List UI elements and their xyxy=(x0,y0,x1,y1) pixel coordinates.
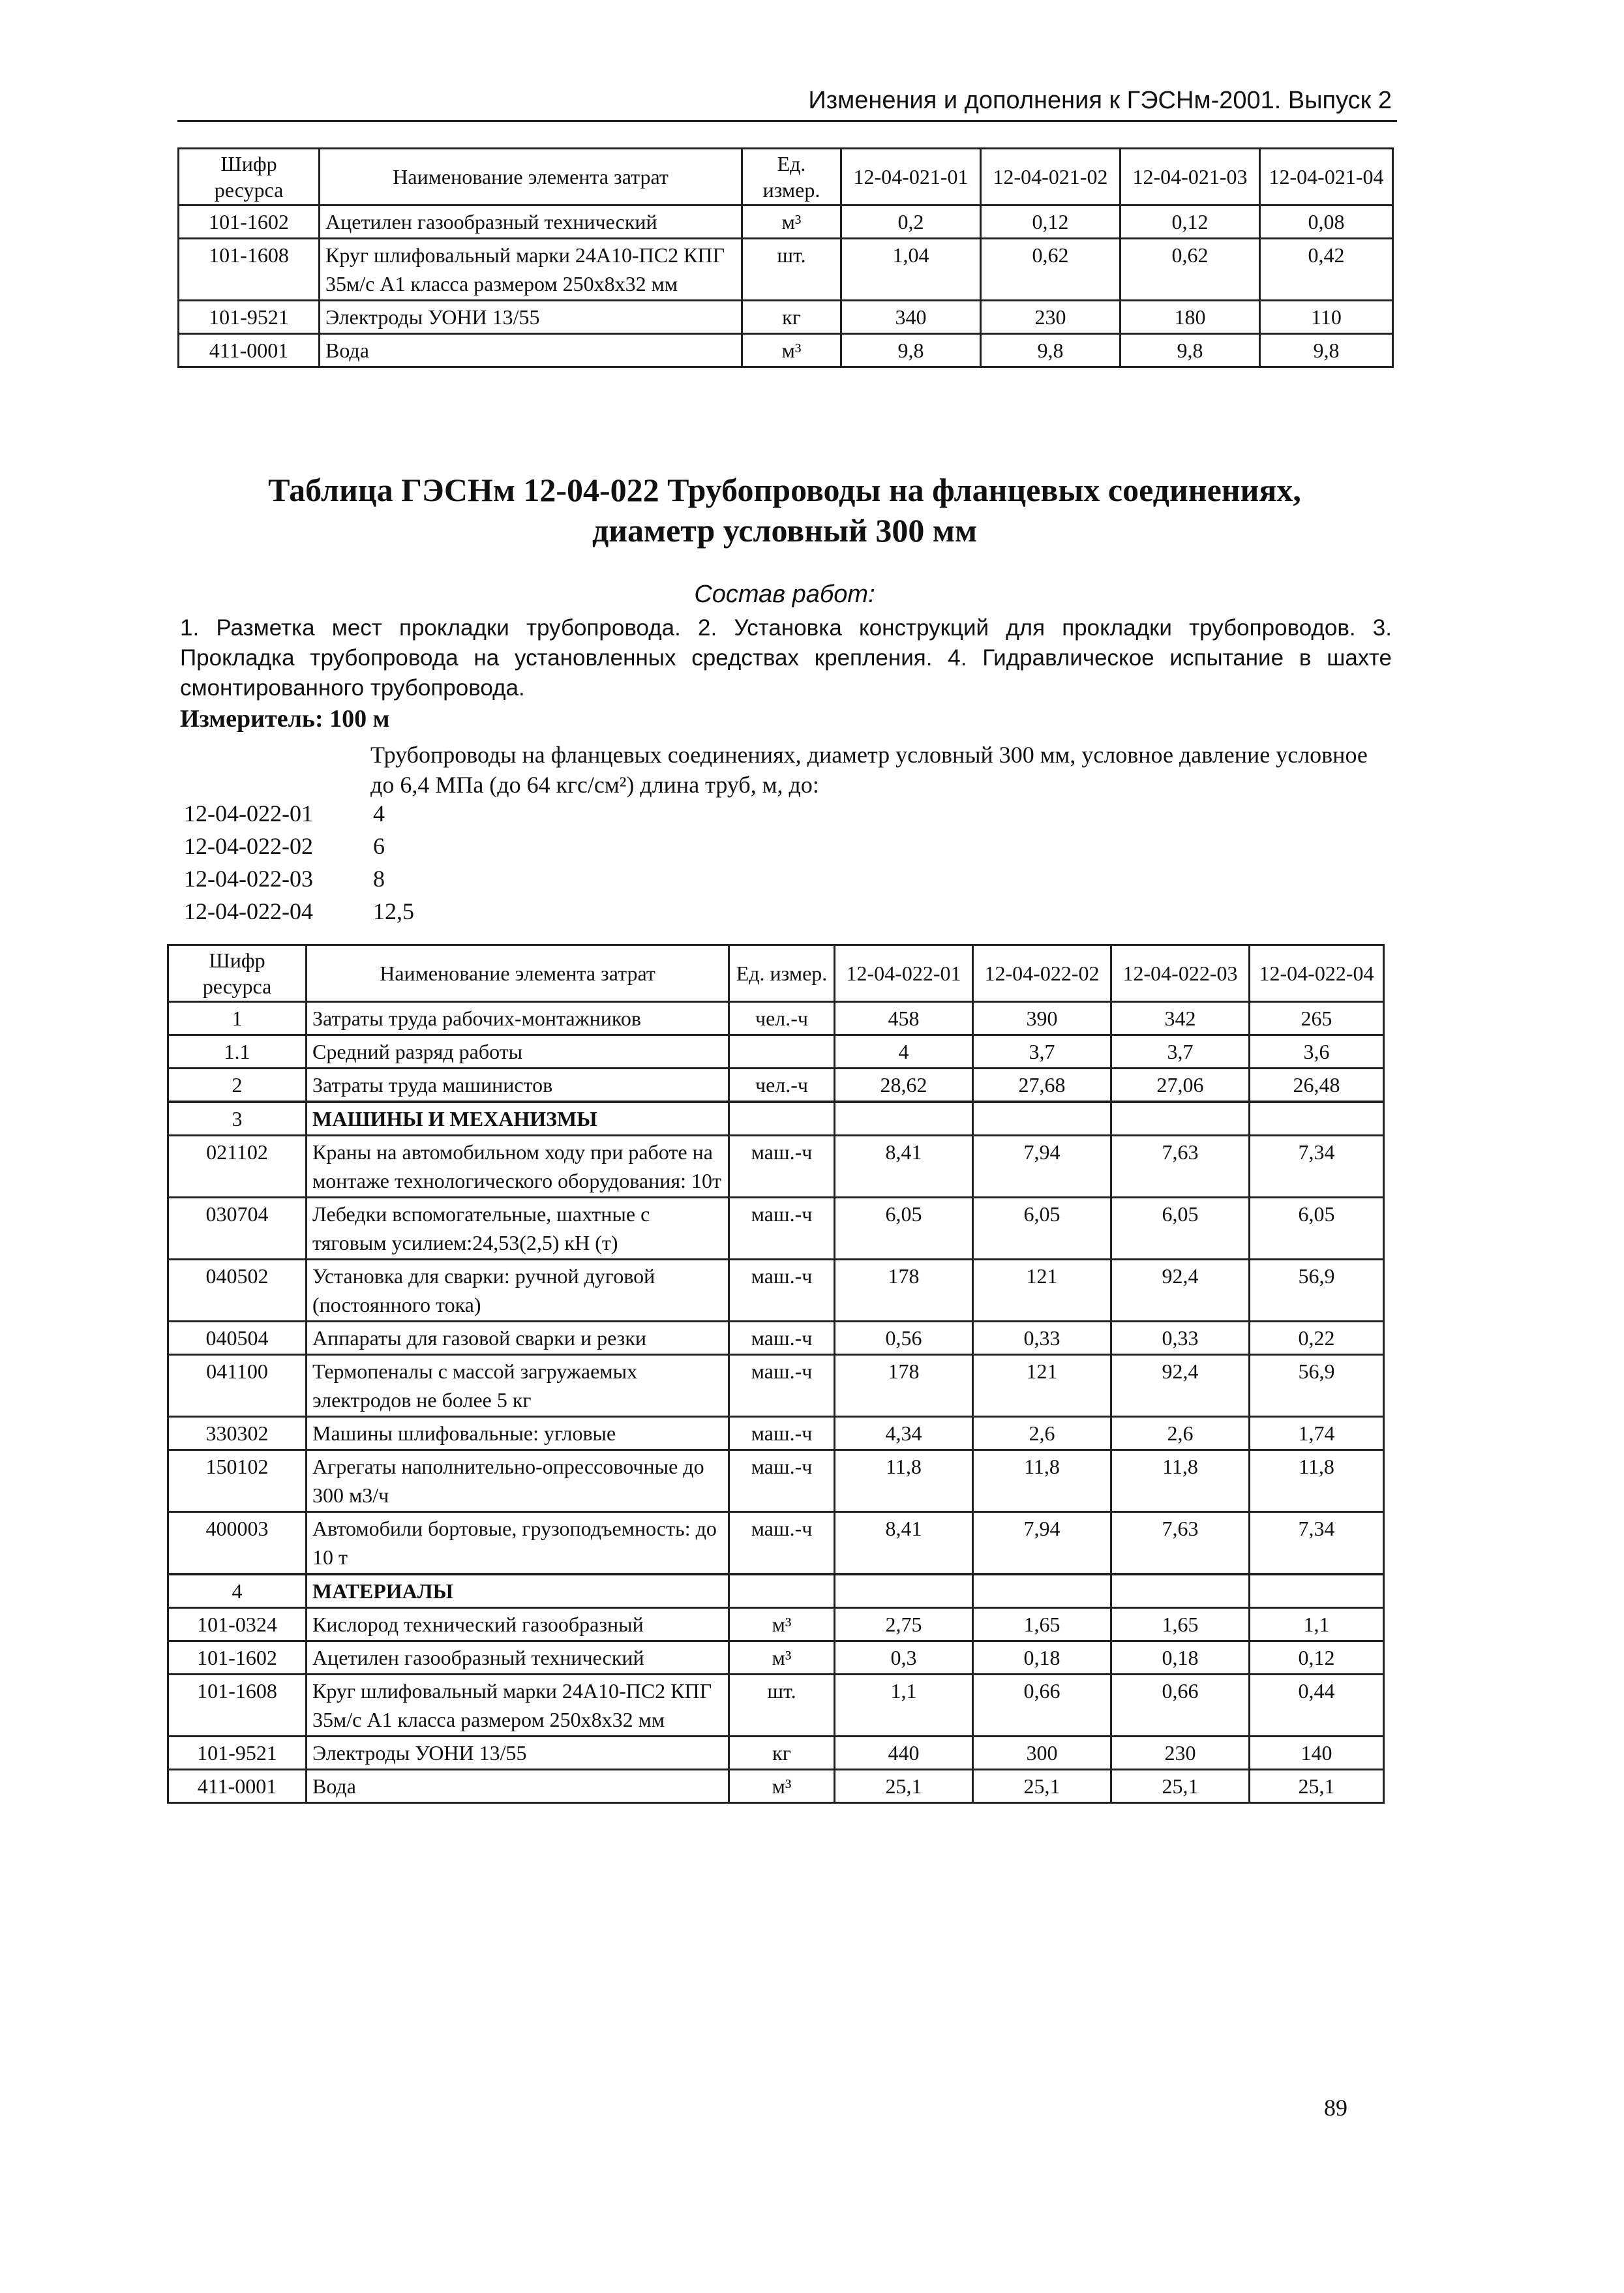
cell-v4: 56,9 xyxy=(1250,1260,1384,1322)
table-row xyxy=(179,301,1393,334)
cell-v1: 178 xyxy=(835,1260,973,1322)
page-number: 89 xyxy=(1324,2095,1347,2121)
cell-code: 101-9521 xyxy=(168,1737,307,1770)
cell-code: 101-1608 xyxy=(168,1675,307,1737)
cell-v2 xyxy=(973,1102,1111,1136)
cell-v4: 6,05 xyxy=(1250,1198,1384,1260)
cell-v3: 11,8 xyxy=(1111,1450,1250,1512)
table-row xyxy=(168,1260,1384,1322)
cell-code: 040502 xyxy=(168,1260,307,1322)
work-composition-text: 1. Разметка мест прокладки трубопровода. 2. Установка конструкций для прокладки трубопроводов. 3. Прокладка трубопровода на установленных средствах крепления. 4. Гидравлическое испытание в шахте смонтированного трубопровода. xyxy=(180,615,1392,701)
cell-v3: 92,4 xyxy=(1111,1355,1250,1417)
cell-unit: кг xyxy=(742,301,841,334)
cell-v4: 7,34 xyxy=(1250,1136,1384,1198)
cell-v4: 1,74 xyxy=(1250,1417,1384,1450)
cell-v3 xyxy=(1111,1102,1250,1136)
variant-value: 6 xyxy=(373,833,385,859)
cell-code: 330302 xyxy=(168,1417,307,1450)
cell-name: Электроды УОНИ 13/55 xyxy=(320,301,742,334)
table-row xyxy=(168,1574,1384,1608)
cell-name: Краны на автомобильном ходу при работе на монтаже технологического оборудования: 10т xyxy=(307,1136,729,1198)
cell-v1: 1,1 xyxy=(835,1675,973,1737)
cell-v3: 27,06 xyxy=(1111,1069,1250,1102)
table-row xyxy=(179,205,1393,239)
running-header-text: Изменения и дополнения к ГЭСНм-2001. Выпуск 2 xyxy=(808,87,1392,114)
cell-v1: 8,41 xyxy=(835,1512,973,1575)
resource-table xyxy=(167,944,1385,1804)
cell-name: Электроды УОНИ 13/55 xyxy=(307,1737,729,1770)
cell-v3: 3,7 xyxy=(1111,1035,1250,1069)
cell-v3: 7,63 xyxy=(1111,1136,1250,1198)
cell-v3: 0,62 xyxy=(1120,239,1260,301)
cell-v1: 9,8 xyxy=(841,334,981,367)
table-row xyxy=(179,239,1393,301)
cell-name: Ацетилен газообразный технический xyxy=(307,1641,729,1675)
cell-name: Кислород технический газообразный xyxy=(307,1608,729,1641)
cell-v3: 0,33 xyxy=(1111,1322,1250,1355)
cell-v2: 27,68 xyxy=(973,1069,1111,1102)
table-header-row xyxy=(179,149,1393,205)
cell-name: Вода xyxy=(320,334,742,367)
table-row xyxy=(168,1675,1384,1737)
cell-code: 030704 xyxy=(168,1198,307,1260)
table-row xyxy=(168,1069,1384,1102)
cell-v2: 25,1 xyxy=(973,1770,1111,1803)
col-header-v1: 12-04-021-01 xyxy=(841,149,981,205)
cell-v2: 121 xyxy=(973,1355,1111,1417)
cell-code: 101-1608 xyxy=(179,239,320,301)
cell-unit: м³ xyxy=(729,1770,835,1803)
cell-v2: 390 xyxy=(973,1002,1111,1035)
cell-v2: 2,6 xyxy=(973,1417,1111,1450)
col-header-v2: 12-04-021-02 xyxy=(981,149,1120,205)
cell-code: 400003 xyxy=(168,1512,307,1575)
table-row xyxy=(168,1322,1384,1355)
cell-v3: 342 xyxy=(1111,1002,1250,1035)
cell-v1: 0,2 xyxy=(841,205,981,239)
cell-code: 021102 xyxy=(168,1136,307,1198)
cell-v4: 3,6 xyxy=(1250,1035,1384,1069)
cell-unit xyxy=(729,1035,835,1069)
cell-unit: шт. xyxy=(729,1675,835,1737)
cell-v4: 0,22 xyxy=(1250,1322,1384,1355)
cell-v1: 0,3 xyxy=(835,1641,973,1675)
cell-v4: 26,48 xyxy=(1250,1069,1384,1102)
cell-v3: 92,4 xyxy=(1111,1260,1250,1322)
variant-code: 12-04-022-01 xyxy=(184,800,313,827)
cell-v4: 9,8 xyxy=(1260,334,1393,367)
table-row xyxy=(168,1512,1384,1575)
cell-unit: чел.-ч xyxy=(729,1069,835,1102)
table-row xyxy=(168,1102,1384,1136)
cell-v1: 4,34 xyxy=(835,1417,973,1450)
norm-description: Трубопроводы на фланцевых соединениях, диаметр условный 300 мм, условное давление условное до 6,4 МПа (до 64 кгс/см²) длина труб, м, до: xyxy=(370,742,1368,798)
cell-code: 041100 xyxy=(168,1355,307,1417)
cell-name: Вода xyxy=(307,1770,729,1803)
cell-v1: 458 xyxy=(835,1002,973,1035)
cell-code: 040504 xyxy=(168,1322,307,1355)
cell-v4 xyxy=(1250,1102,1384,1136)
cell-v4: 140 xyxy=(1250,1737,1384,1770)
table-previous-continuation xyxy=(177,147,1394,368)
cell-unit: кг xyxy=(729,1737,835,1770)
table-row xyxy=(168,1641,1384,1675)
cell-v1: 28,62 xyxy=(835,1069,973,1102)
cell-v3: 9,8 xyxy=(1120,334,1260,367)
cell-code: 150102 xyxy=(168,1450,307,1512)
cell-v1: 25,1 xyxy=(835,1770,973,1803)
measurement-unit: Измеритель: 100 м xyxy=(180,705,390,733)
norm-variants-list xyxy=(184,797,414,928)
cell-v3: 0,12 xyxy=(1120,205,1260,239)
col-header-v1: 12-04-022-01 xyxy=(835,945,973,1002)
cell-name: Автомобили бортовые, грузоподъемность: до 10 т xyxy=(307,1512,729,1575)
cell-v2: 0,66 xyxy=(973,1675,1111,1737)
cell-v1 xyxy=(835,1574,973,1608)
cell-name: Установка для сварки: ручной дуговой (постоянного тока) xyxy=(307,1260,729,1322)
cell-v2: 0,18 xyxy=(973,1641,1111,1675)
cell-name: Термопеналы с массой загружаемых электродов не более 5 кг xyxy=(307,1355,729,1417)
variant-value: 8 xyxy=(373,866,385,892)
cell-unit: чел.-ч xyxy=(729,1002,835,1035)
cell-v4: 265 xyxy=(1250,1002,1384,1035)
cell-v1: 2,75 xyxy=(835,1608,973,1641)
cell-v2: 1,65 xyxy=(973,1608,1111,1641)
col-header-unit: Ед. измер. xyxy=(742,149,841,205)
cell-v2: 230 xyxy=(981,301,1120,334)
cell-code: 1.1 xyxy=(168,1035,307,1069)
cell-v2: 7,94 xyxy=(973,1512,1111,1575)
table-row xyxy=(168,1737,1384,1770)
title-line-1: Таблица ГЭСНм 12-04-022 Трубопроводы на фланцевых соединениях, xyxy=(268,472,1301,508)
cell-name: Ацетилен газообразный технический xyxy=(320,205,742,239)
work-composition-heading: Состав работ: xyxy=(694,581,875,608)
variant-value: 4 xyxy=(373,800,385,827)
cell-code: 4 xyxy=(168,1574,307,1608)
cell-v2: 0,33 xyxy=(973,1322,1111,1355)
cell-v3: 0,66 xyxy=(1111,1675,1250,1737)
cell-v2: 121 xyxy=(973,1260,1111,1322)
cell-name: Затраты труда рабочих-монтажников xyxy=(307,1002,729,1035)
cell-unit: м³ xyxy=(729,1641,835,1675)
cell-v2 xyxy=(973,1574,1111,1608)
table-row xyxy=(168,1002,1384,1035)
cell-v4: 56,9 xyxy=(1250,1355,1384,1417)
col-header-code: Шифр ресурса xyxy=(168,945,307,1002)
cell-v1: 4 xyxy=(835,1035,973,1069)
cell-v1: 440 xyxy=(835,1737,973,1770)
cell-v1: 8,41 xyxy=(835,1136,973,1198)
cell-v4: 0,42 xyxy=(1260,239,1393,301)
cell-unit: маш.-ч xyxy=(729,1136,835,1198)
cell-v1: 0,56 xyxy=(835,1322,973,1355)
cell-name: Лебедки вспомогательные, шахтные с тяговым усилием:24,53(2,5) кН (т) xyxy=(307,1198,729,1260)
cell-v4: 110 xyxy=(1260,301,1393,334)
variant-row xyxy=(184,797,414,830)
table-row xyxy=(168,1035,1384,1069)
col-header-v4: 12-04-022-04 xyxy=(1250,945,1384,1002)
cell-v3: 230 xyxy=(1111,1737,1250,1770)
cell-v4: 1,1 xyxy=(1250,1608,1384,1641)
cell-unit: маш.-ч xyxy=(729,1260,835,1322)
cell-code: 101-0324 xyxy=(168,1608,307,1641)
table-row xyxy=(168,1608,1384,1641)
col-header-v2: 12-04-022-02 xyxy=(973,945,1111,1002)
cell-unit: маш.-ч xyxy=(729,1322,835,1355)
cell-v4: 0,08 xyxy=(1260,205,1393,239)
variant-row xyxy=(184,895,414,928)
cell-v4: 0,44 xyxy=(1250,1675,1384,1737)
cell-unit: шт. xyxy=(742,239,841,301)
cell-v1: 1,04 xyxy=(841,239,981,301)
cell-unit: маш.-ч xyxy=(729,1450,835,1512)
cell-v2: 3,7 xyxy=(973,1035,1111,1069)
cell-v1: 11,8 xyxy=(835,1450,973,1512)
table-title xyxy=(177,470,1392,551)
cell-v1: 340 xyxy=(841,301,981,334)
cell-code: 3 xyxy=(168,1102,307,1136)
table-row xyxy=(179,334,1393,367)
cell-v3: 25,1 xyxy=(1111,1770,1250,1803)
cell-unit: м³ xyxy=(742,334,841,367)
cell-unit: м³ xyxy=(742,205,841,239)
cell-v1 xyxy=(835,1102,973,1136)
cell-v4: 25,1 xyxy=(1250,1770,1384,1803)
table-row xyxy=(168,1198,1384,1260)
cell-unit xyxy=(729,1102,835,1136)
cell-code: 101-1602 xyxy=(179,205,320,239)
cell-unit: маш.-ч xyxy=(729,1198,835,1260)
variant-code: 12-04-022-02 xyxy=(184,833,313,859)
cell-v3: 0,18 xyxy=(1111,1641,1250,1675)
col-header-name: Наименование элемента затрат xyxy=(307,945,729,1002)
variant-value: 12,5 xyxy=(373,898,414,924)
col-header-code: Шифр ресурса xyxy=(179,149,320,205)
cell-v2: 11,8 xyxy=(973,1450,1111,1512)
cell-name: Средний разряд работы xyxy=(307,1035,729,1069)
running-header xyxy=(177,84,1397,122)
cell-v2: 7,94 xyxy=(973,1136,1111,1198)
variant-row xyxy=(184,830,414,862)
col-header-v3: 12-04-021-03 xyxy=(1120,149,1260,205)
cell-code: 1 xyxy=(168,1002,307,1035)
cell-unit xyxy=(729,1574,835,1608)
cell-unit: м³ xyxy=(729,1608,835,1641)
cell-v1: 178 xyxy=(835,1355,973,1417)
table-row xyxy=(168,1450,1384,1512)
cell-code: 411-0001 xyxy=(179,334,320,367)
col-header-unit: Ед. измер. xyxy=(729,945,835,1002)
cell-code: 101-9521 xyxy=(179,301,320,334)
cell-v2: 300 xyxy=(973,1737,1111,1770)
table-row xyxy=(168,1417,1384,1450)
cell-v3: 6,05 xyxy=(1111,1198,1250,1260)
cell-v4 xyxy=(1250,1574,1384,1608)
cell-unit: маш.-ч xyxy=(729,1355,835,1417)
cell-v2: 0,12 xyxy=(981,205,1120,239)
cell-name: Затраты труда машинистов xyxy=(307,1069,729,1102)
cell-v2: 0,62 xyxy=(981,239,1120,301)
cell-v3 xyxy=(1111,1574,1250,1608)
cell-unit: маш.-ч xyxy=(729,1512,835,1575)
cell-name: МАТЕРИАЛЫ xyxy=(307,1574,729,1608)
cell-code: 2 xyxy=(168,1069,307,1102)
cell-v4: 11,8 xyxy=(1250,1450,1384,1512)
variant-code: 12-04-022-03 xyxy=(184,866,313,892)
cell-name: МАШИНЫ И МЕХАНИЗМЫ xyxy=(307,1102,729,1136)
table-row xyxy=(168,1355,1384,1417)
cell-unit: маш.-ч xyxy=(729,1417,835,1450)
cell-code: 101-1602 xyxy=(168,1641,307,1675)
cell-name: Аппараты для газовой сварки и резки xyxy=(307,1322,729,1355)
cell-v3: 7,63 xyxy=(1111,1512,1250,1575)
cell-name: Круг шлифовальный марки 24А10-ПС2 КПГ 35м/с А1 класса размером 250x8x32 мм xyxy=(307,1675,729,1737)
cell-code: 411-0001 xyxy=(168,1770,307,1803)
table-header-row xyxy=(168,945,1384,1002)
cell-v3: 180 xyxy=(1120,301,1260,334)
table-row xyxy=(168,1770,1384,1803)
cell-v2: 9,8 xyxy=(981,334,1120,367)
cell-v4: 0,12 xyxy=(1250,1641,1384,1675)
col-header-name: Наименование элемента затрат xyxy=(320,149,742,205)
cell-name: Машины шлифовальные: угловые xyxy=(307,1417,729,1450)
title-line-2: диаметр условный 300 мм xyxy=(592,512,978,549)
cell-name: Агрегаты наполнительно-опрессовочные до 300 м3/ч xyxy=(307,1450,729,1512)
variant-code: 12-04-022-04 xyxy=(184,898,313,924)
cell-v3: 2,6 xyxy=(1111,1417,1250,1450)
variant-row xyxy=(184,862,414,895)
col-header-v4: 12-04-021-04 xyxy=(1260,149,1393,205)
cell-v2: 6,05 xyxy=(973,1198,1111,1260)
table-row xyxy=(168,1136,1384,1198)
col-header-v3: 12-04-022-03 xyxy=(1111,945,1250,1002)
cell-v4: 7,34 xyxy=(1250,1512,1384,1575)
cell-v3: 1,65 xyxy=(1111,1608,1250,1641)
cell-name: Круг шлифовальный марки 24А10-ПС2 КПГ 35м/с А1 класса размером 250x8x32 мм xyxy=(320,239,742,301)
cell-v1: 6,05 xyxy=(835,1198,973,1260)
